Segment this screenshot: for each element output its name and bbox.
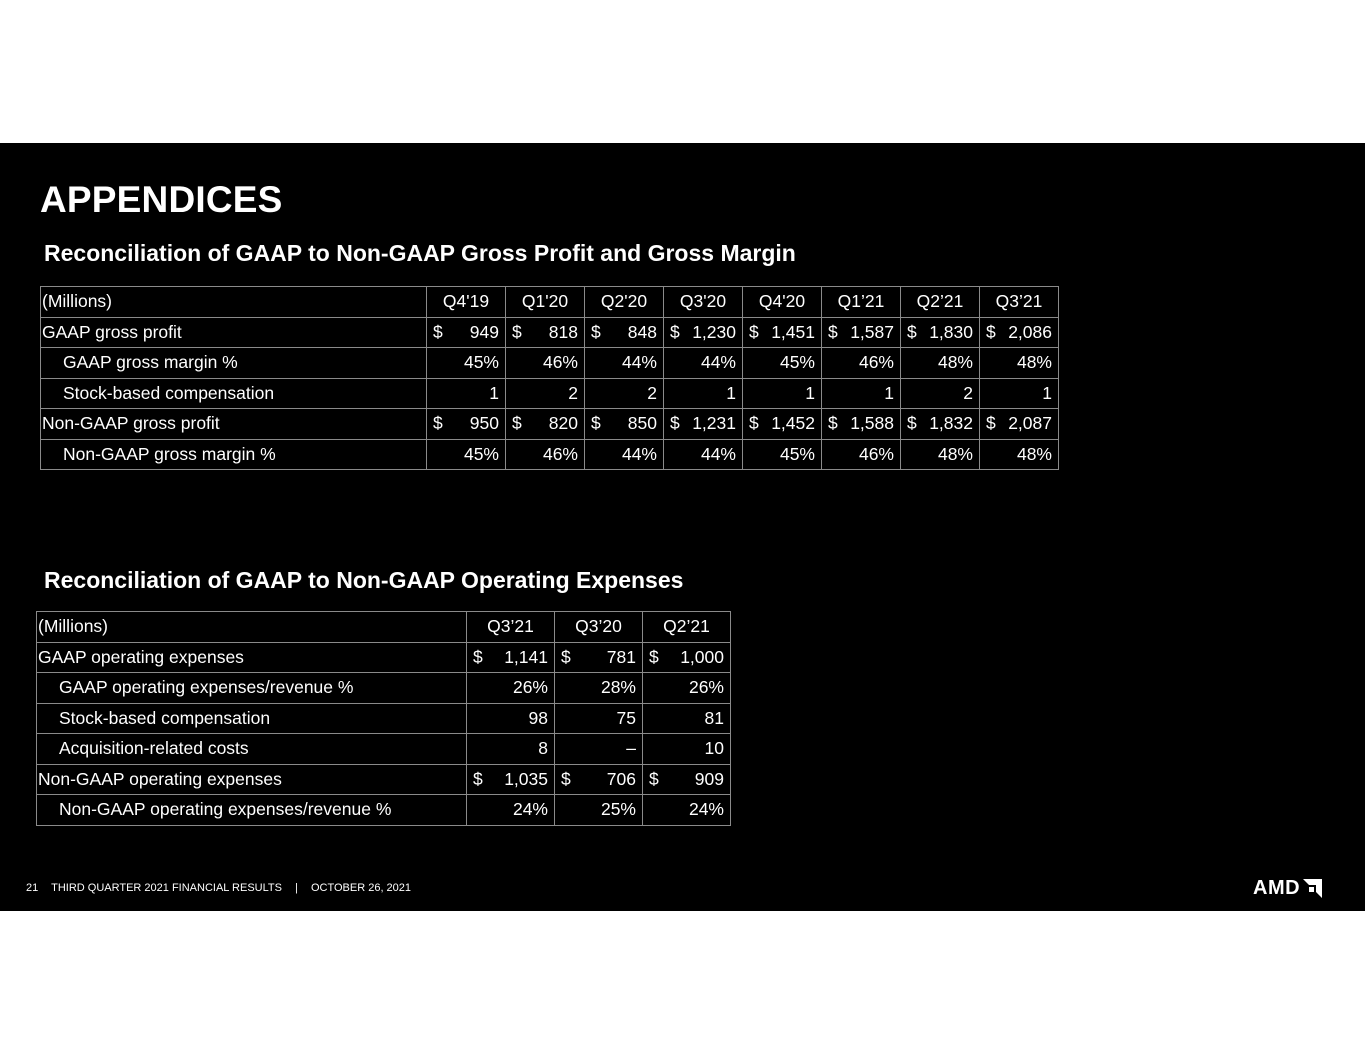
slide <box>0 143 1365 911</box>
cell-value: 26% <box>688 677 724 698</box>
currency-symbol: $ <box>433 413 443 434</box>
row-label: Stock-based compensation <box>37 703 467 734</box>
cell-value: 1,588 <box>850 413 894 434</box>
currency-symbol: $ <box>473 646 483 667</box>
table-cell <box>506 439 585 470</box>
table-cell <box>822 378 901 409</box>
cell-value: 1,230 <box>692 321 736 342</box>
cell-value: 1,587 <box>850 321 894 342</box>
row-label: GAAP gross margin % <box>41 348 427 379</box>
table-cell <box>467 764 555 795</box>
table-row <box>37 703 731 734</box>
currency-symbol: $ <box>649 768 659 789</box>
currency-symbol: $ <box>986 413 996 434</box>
table-cell <box>555 673 643 704</box>
cell-value: 98 <box>528 707 548 728</box>
page-title: APPENDICES <box>40 179 283 220</box>
cell-value: 848 <box>627 321 657 342</box>
row-label: Acquisition-related costs <box>37 734 467 765</box>
column-header: Q4'20 <box>743 287 822 318</box>
gross-margin-section-title: Reconciliation of GAAP to Non-GAAP Gross Profit and Gross Margin <box>44 240 796 266</box>
cell-value: 1,452 <box>771 413 815 434</box>
table-cell <box>901 409 980 440</box>
cell-value: 24% <box>512 799 548 820</box>
column-header: Q3'20 <box>664 287 743 318</box>
cell-value: 46% <box>858 443 894 464</box>
cell-value: 48% <box>1016 352 1052 373</box>
table-cell <box>555 734 643 765</box>
table-cell <box>980 348 1059 379</box>
table-header-row <box>41 287 1059 318</box>
column-header: Q2’21 <box>901 287 980 318</box>
table-cell <box>822 317 901 348</box>
table-header-row <box>37 612 731 643</box>
currency-symbol: $ <box>749 321 759 342</box>
currency-symbol: $ <box>433 321 443 342</box>
cell-value: 949 <box>469 321 499 342</box>
table-cell <box>643 734 731 765</box>
table-cell <box>664 409 743 440</box>
table-cell <box>643 795 731 826</box>
table-cell <box>901 378 980 409</box>
column-header: Q3’21 <box>980 287 1059 318</box>
column-header: Q3’21 <box>467 612 555 643</box>
currency-symbol: $ <box>649 646 659 667</box>
table-cell <box>643 673 731 704</box>
gross-profit-table <box>40 286 1059 470</box>
cell-value: 48% <box>1016 443 1052 464</box>
cell-value: 820 <box>548 413 578 434</box>
currency-symbol: $ <box>986 321 996 342</box>
cell-value: 1 <box>805 382 815 403</box>
table-row <box>41 317 1059 348</box>
table-row <box>37 642 731 673</box>
table-cell <box>585 409 664 440</box>
column-header: Q3’20 <box>555 612 643 643</box>
cell-value: 850 <box>627 413 657 434</box>
cell-value: 44% <box>700 352 736 373</box>
cell-value: 909 <box>694 768 724 789</box>
row-label: GAAP operating expenses/revenue % <box>37 673 467 704</box>
column-header: Q1'20 <box>506 287 585 318</box>
table-cell <box>506 409 585 440</box>
cell-value: 44% <box>621 443 657 464</box>
table-cell <box>980 409 1059 440</box>
column-header: Q1’21 <box>822 287 901 318</box>
table-cell <box>822 409 901 440</box>
currency-symbol: $ <box>749 413 759 434</box>
row-label: Non-GAAP gross profit <box>41 409 427 440</box>
unit-label: (Millions) <box>37 612 467 643</box>
table-row <box>37 673 731 704</box>
amd-logo <box>1253 877 1322 900</box>
cell-value: 1 <box>884 382 894 403</box>
table-row <box>37 734 731 765</box>
logo-text: AMD <box>1253 877 1301 899</box>
cell-value: 81 <box>704 707 724 728</box>
table-row <box>37 795 731 826</box>
table-cell <box>555 795 643 826</box>
cell-value: 26% <box>512 677 548 698</box>
currency-symbol: $ <box>561 768 571 789</box>
table-cell <box>743 317 822 348</box>
currency-symbol: $ <box>561 646 571 667</box>
cell-value: 45% <box>779 443 815 464</box>
table-cell <box>822 439 901 470</box>
table-cell <box>427 409 506 440</box>
table-cell <box>585 348 664 379</box>
table-row <box>41 348 1059 379</box>
table-cell <box>901 348 980 379</box>
currency-symbol: $ <box>512 413 522 434</box>
table-cell <box>506 317 585 348</box>
table-cell <box>643 764 731 795</box>
currency-symbol: $ <box>828 413 838 434</box>
currency-symbol: $ <box>670 321 680 342</box>
cell-value: 781 <box>606 646 636 667</box>
row-label: Non-GAAP operating expenses <box>37 764 467 795</box>
currency-symbol: $ <box>907 321 917 342</box>
table-cell <box>743 409 822 440</box>
cell-value: 2 <box>568 382 578 403</box>
table-row <box>41 409 1059 440</box>
column-header: Q2’21 <box>643 612 731 643</box>
unit-label: (Millions) <box>41 287 427 318</box>
table-cell <box>643 642 731 673</box>
cell-value: 1 <box>489 382 499 403</box>
table-cell <box>427 348 506 379</box>
column-header: Q2'20 <box>585 287 664 318</box>
table-cell <box>664 348 743 379</box>
cell-value: 25% <box>600 799 636 820</box>
cell-value: 950 <box>469 413 499 434</box>
operating-expenses-table <box>36 611 731 826</box>
table-cell <box>555 764 643 795</box>
cell-value: 1,000 <box>680 646 724 667</box>
cell-value: 8 <box>538 738 548 759</box>
table-cell <box>585 317 664 348</box>
opex-section-title: Reconciliation of GAAP to Non-GAAP Operating Expenses <box>44 567 684 593</box>
currency-symbol: $ <box>591 413 601 434</box>
currency-symbol: $ <box>473 768 483 789</box>
row-label: GAAP operating expenses <box>37 642 467 673</box>
table-cell <box>467 703 555 734</box>
currency-symbol: $ <box>591 321 601 342</box>
row-label: Stock-based compensation <box>41 378 427 409</box>
cell-value: 24% <box>688 799 724 820</box>
cell-value: 45% <box>463 443 499 464</box>
table-cell <box>822 348 901 379</box>
cell-value: – <box>626 738 636 759</box>
row-label: Non-GAAP gross margin % <box>41 439 427 470</box>
cell-value: 2 <box>963 382 973 403</box>
cell-value: 1,830 <box>929 321 973 342</box>
table-cell <box>555 642 643 673</box>
table-cell <box>743 348 822 379</box>
column-header: Q4'19 <box>427 287 506 318</box>
cell-value: 1,832 <box>929 413 973 434</box>
table-cell <box>427 439 506 470</box>
table-row <box>41 378 1059 409</box>
cell-value: 1,231 <box>692 413 736 434</box>
currency-symbol: $ <box>828 321 838 342</box>
table-cell <box>664 317 743 348</box>
table-cell <box>506 378 585 409</box>
footer-separator: | <box>295 882 298 894</box>
table-cell <box>980 439 1059 470</box>
table-cell <box>901 439 980 470</box>
table-row <box>41 439 1059 470</box>
cell-value: 46% <box>858 352 894 373</box>
cell-value: 2,087 <box>1008 413 1052 434</box>
table-cell <box>506 348 585 379</box>
page-number: 21 <box>26 882 39 894</box>
currency-symbol: $ <box>512 321 522 342</box>
cell-value: 75 <box>616 707 636 728</box>
table-cell <box>467 795 555 826</box>
cell-value: 44% <box>621 352 657 373</box>
table-cell <box>555 703 643 734</box>
currency-symbol: $ <box>670 413 680 434</box>
cell-value: 1,035 <box>504 768 548 789</box>
footer-doc-title: THIRD QUARTER 2021 FINANCIAL RESULTS <box>51 882 282 894</box>
cell-value: 1,451 <box>771 321 815 342</box>
row-label: Non-GAAP operating expenses/revenue % <box>37 795 467 826</box>
cell-value: 46% <box>542 443 578 464</box>
table-cell <box>467 642 555 673</box>
cell-value: 2,086 <box>1008 321 1052 342</box>
cell-value: 1 <box>726 382 736 403</box>
table-cell <box>467 673 555 704</box>
footer-date: OCTOBER 26, 2021 <box>310 882 412 894</box>
table-cell <box>980 317 1059 348</box>
table-cell <box>427 378 506 409</box>
table-row <box>37 764 731 795</box>
cell-value: 10 <box>704 738 724 759</box>
table-cell <box>664 439 743 470</box>
table-cell <box>743 439 822 470</box>
table-cell <box>467 734 555 765</box>
cell-value: 1,141 <box>504 646 548 667</box>
cell-value: 45% <box>463 352 499 373</box>
table-cell <box>743 378 822 409</box>
cell-value: 44% <box>700 443 736 464</box>
table-cell <box>585 378 664 409</box>
currency-symbol: $ <box>907 413 917 434</box>
table-cell <box>643 703 731 734</box>
table-cell <box>427 317 506 348</box>
table-cell <box>980 378 1059 409</box>
cell-value: 46% <box>542 352 578 373</box>
cell-value: 2 <box>647 382 657 403</box>
table-cell <box>664 378 743 409</box>
table-cell <box>585 439 664 470</box>
row-label: GAAP gross profit <box>41 317 427 348</box>
footer <box>26 882 421 894</box>
cell-value: 48% <box>937 443 973 464</box>
cell-value: 818 <box>548 321 578 342</box>
cell-value: 48% <box>937 352 973 373</box>
cell-value: 706 <box>606 768 636 789</box>
table-cell <box>901 317 980 348</box>
amd-arrow-icon <box>1303 879 1322 898</box>
cell-value: 1 <box>1042 382 1052 403</box>
cell-value: 45% <box>779 352 815 373</box>
cell-value: 28% <box>600 677 636 698</box>
